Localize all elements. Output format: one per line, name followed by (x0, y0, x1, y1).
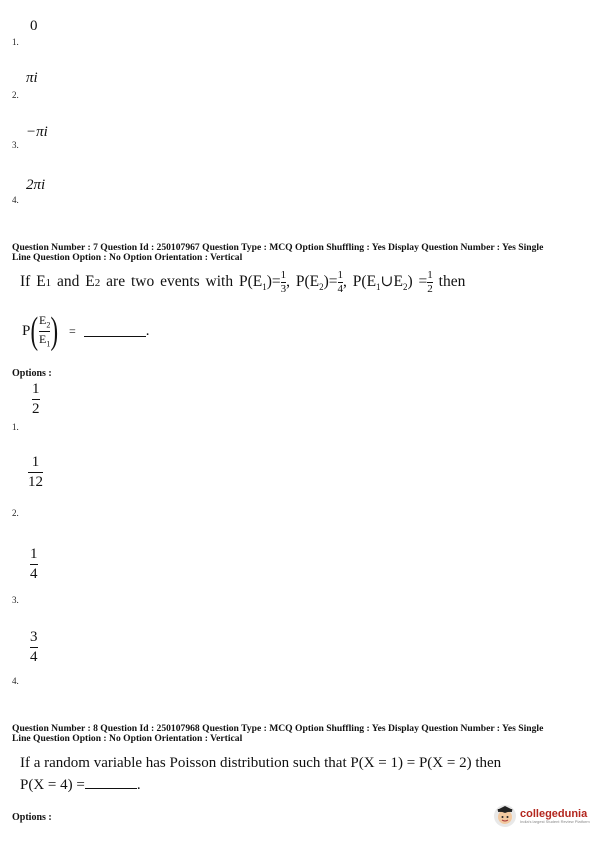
question-7-text: If E1 and E2 are two events with $P(E_1)=$ $\frac{1}{3}$ , $P(E_2)=$ $\frac{1}{4}$ , $P(E_1\cup E_2)$ = $\frac{1}{2}$ then (20, 269, 466, 295)
prev-option-number: 4. (12, 195, 19, 205)
answer-blank (84, 326, 146, 337)
fraction-one-third: $\frac{1}{3}$ (280, 269, 287, 295)
q7-option-4[interactable] (12, 630, 92, 690)
conditional-fraction: $\frac{E_2}{E_1}$ (39, 313, 51, 348)
prev-option-number: 3. (12, 140, 19, 150)
option-fraction: 1 4 (30, 546, 38, 582)
prev-option-value: 2πi (26, 177, 46, 193)
option-fraction: 1 12 (28, 454, 43, 490)
question-7-meta (12, 243, 587, 263)
option-fraction: 3 4 (30, 629, 38, 665)
answer-blank (85, 777, 137, 789)
option-number: 3. (12, 595, 19, 605)
question-7-options-label: Options : (12, 368, 52, 379)
question-8-meta-line2: Line Question Option : No Option Orientation : Vertical (12, 733, 243, 744)
option-number: 2. (12, 508, 19, 518)
collegedunia-logo (494, 805, 590, 827)
question-8-text-line1: If a random variable has Poisson distribution such that P(X = 1) = P(X = 2) then (20, 755, 502, 771)
fraction-one-half: $\frac{1}{2}$ (427, 269, 433, 295)
question-8-meta (12, 724, 587, 744)
question-7-meta-line1: Question Number : 7 Question Id : 250107967 Question Type : MCQ Option Shuffling : Yes Display Question Number : Yes Single (12, 242, 544, 253)
q7-option-3[interactable] (12, 547, 92, 609)
question-8-options-label: Options : (12, 812, 52, 823)
logo-tagline: India's largest Student Review Platform (520, 818, 590, 824)
prev-option-number: 1. (12, 37, 19, 47)
option-number: 4. (12, 676, 19, 686)
prev-option-value: 0 (30, 18, 38, 34)
logo-name: collegedunia (520, 807, 588, 820)
fraction-one-fourth: $\frac{1}{4}$ (337, 269, 344, 295)
question-8-meta-line1: Question Number : 8 Question Id : 250107968 Question Type : MCQ Option Shuffling : Yes Display Question Number : Yes Single (12, 723, 544, 734)
mascot-icon (494, 805, 516, 827)
option-fraction: 1 2 (32, 381, 40, 417)
q7-option-1[interactable] (12, 382, 92, 434)
prev-option-value: −πi (26, 124, 48, 140)
question-7-meta-line2: Line Question Option : No Option Orientation : Vertical (12, 252, 243, 263)
question-8-text-line2: P(X = 4) = . (20, 777, 141, 793)
option-number: 1. (12, 422, 19, 432)
conditional-probability-expression: P ( $\frac{E_2}{E_1}$ ) = . (22, 310, 150, 352)
q7-option-2[interactable] (12, 455, 92, 517)
prev-option-value: πi (26, 70, 38, 86)
prev-option-number: 2. (12, 90, 19, 100)
